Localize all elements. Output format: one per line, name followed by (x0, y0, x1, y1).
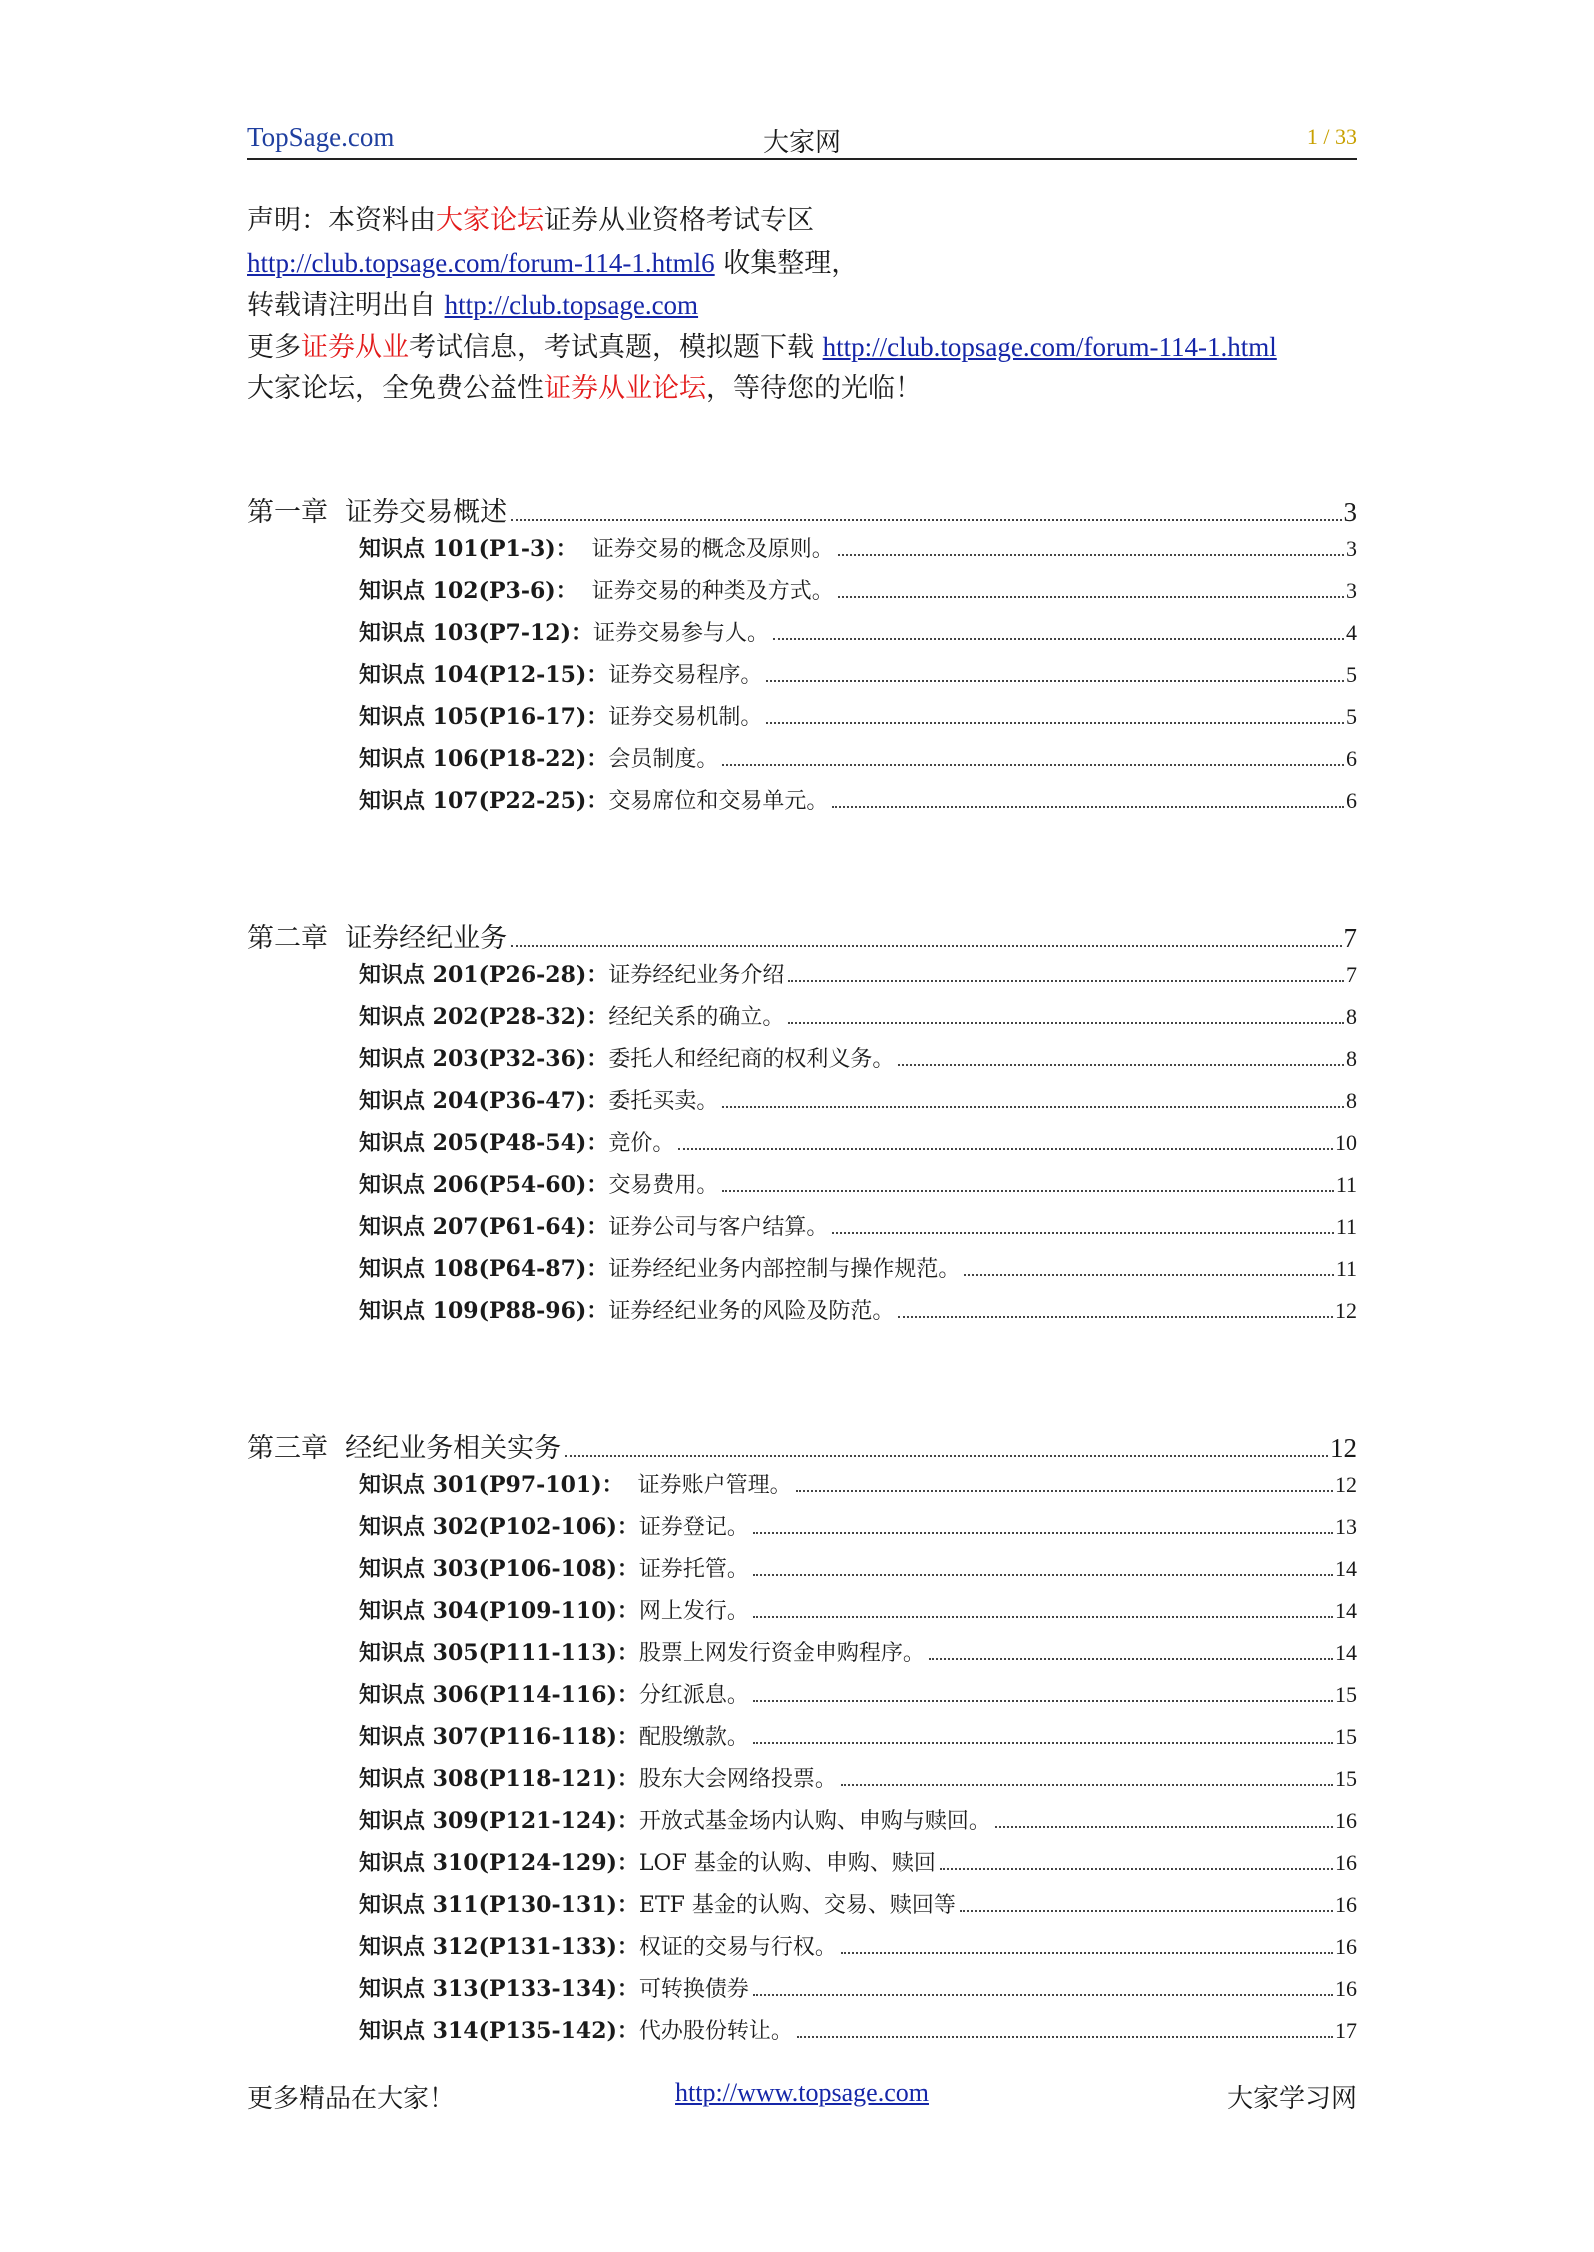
toc-item-title: ETF 基金的认购、交易、赎回等 (638, 1893, 956, 1918)
chapter-page: 7 (1343, 923, 1357, 953)
toc-item-page: 11 (1335, 1214, 1357, 1239)
toc-items (247, 1468, 1357, 2056)
toc-item-page: 6 (1346, 746, 1357, 771)
toc-item-knowledge-point: 知识点 204(P36-47)： (359, 1088, 609, 1114)
toc-item-knowledge-point: 知识点 301(P97-101)： (359, 1472, 624, 1498)
toc-item-title: 经纪关系的确立。 (608, 1005, 785, 1030)
toc-item-title: 证券登记。 (638, 1515, 749, 1540)
toc-item-title: 交易费用。 (608, 1173, 719, 1198)
toc-item-title: 证券交易参与人。 (593, 621, 770, 646)
toc-item[interactable] (359, 1678, 1357, 1720)
page-footer (247, 2078, 1357, 2118)
dot-leader (832, 806, 1344, 808)
dot-leader (753, 1616, 1333, 1618)
decl-highlight: 大家论坛 (436, 205, 544, 236)
toc-item-knowledge-point: 知识点 307(P116-118)： (359, 1724, 639, 1750)
toc-item-page: 12 (1335, 1298, 1357, 1323)
toc-chapter-1 (247, 490, 1357, 826)
toc-item-knowledge-point: 知识点 201(P26-28)： (359, 962, 609, 988)
toc-item[interactable] (359, 784, 1357, 826)
toc-item[interactable] (359, 1042, 1357, 1084)
toc-item-page: 11 (1335, 1172, 1357, 1197)
toc-item-title: 网上发行。 (638, 1599, 749, 1624)
dot-leader (753, 1994, 1333, 1996)
dot-leader (753, 1532, 1333, 1534)
decl-highlight: 证券从业论坛 (544, 373, 706, 404)
decl-text: 收集整理， (714, 248, 859, 279)
toc-items (247, 958, 1357, 1336)
dot-leader (753, 1742, 1333, 1744)
decl-text: 更多 (247, 332, 301, 363)
toc-item-page: 8 (1346, 1046, 1357, 1071)
toc-item-title: 可转换债券 (638, 1977, 749, 2002)
dot-leader (722, 1106, 1344, 1108)
toc-item[interactable] (359, 574, 1357, 616)
page-header (247, 118, 1357, 158)
toc-item[interactable] (359, 1888, 1357, 1930)
toc-item-page: 5 (1346, 704, 1357, 729)
dot-leader (511, 945, 1341, 947)
chapter-page: 3 (1343, 497, 1357, 527)
dot-leader (722, 764, 1344, 766)
decl-text: ，等待您的光临！ (706, 373, 922, 404)
dot-leader (960, 1910, 1333, 1912)
toc-item-knowledge-point: 知识点 302(P102-106)： (359, 1514, 639, 1540)
dot-leader (766, 722, 1344, 724)
toc-item-page: 12 (1335, 1472, 1357, 1497)
toc-item-page: 11 (1335, 1256, 1357, 1281)
toc-item-knowledge-point: 知识点 205(P48-54)： (359, 1130, 609, 1156)
dot-leader (929, 1658, 1333, 1660)
toc-item-knowledge-point: 知识点 206(P54-60)： (359, 1172, 609, 1198)
dot-leader (565, 1455, 1328, 1457)
toc-item[interactable] (359, 1126, 1357, 1168)
toc-item-knowledge-point: 知识点 309(P121-124)： (359, 1808, 639, 1834)
page-separator: / (1317, 124, 1335, 149)
dot-leader (511, 519, 1341, 521)
toc-item-knowledge-point: 知识点 207(P61-64)： (359, 1214, 609, 1240)
toc-item[interactable] (359, 616, 1357, 658)
toc-item[interactable] (359, 1930, 1357, 1972)
dot-leader (753, 1700, 1333, 1702)
dot-leader (788, 980, 1344, 982)
toc-item-page: 16 (1335, 1976, 1357, 2001)
header-page-number (1307, 124, 1357, 150)
toc-item-knowledge-point: 知识点 310(P124-129)： (359, 1850, 639, 1876)
toc-item-title: 委托人和经纪商的权利义务。 (608, 1047, 895, 1072)
toc-item-title: 代办股份转让。 (638, 2019, 793, 2044)
toc-chapter-heading[interactable] (247, 490, 1357, 532)
toc-item-page: 13 (1335, 1514, 1357, 1539)
toc-item-page: 15 (1335, 1682, 1357, 1707)
dot-leader (940, 1868, 1333, 1870)
toc-item[interactable] (359, 700, 1357, 742)
decl-text: 证券从业资格考试专区 (544, 205, 814, 236)
toc-item-title: 证券经纪业务内部控制与操作规范。 (608, 1257, 961, 1282)
dot-leader (964, 1274, 1333, 1276)
toc-item-page: 16 (1335, 1892, 1357, 1917)
toc-item[interactable] (359, 1252, 1357, 1294)
toc-item-page: 14 (1335, 1640, 1357, 1665)
toc-item[interactable] (359, 1804, 1357, 1846)
decl-text: 声明：本资料由 (247, 205, 436, 236)
declaration-line-1 (247, 200, 1357, 242)
dot-leader (796, 1490, 1333, 1492)
dot-leader (841, 1952, 1333, 1954)
toc-item[interactable] (359, 1720, 1357, 1762)
toc-item-knowledge-point: 知识点 106(P18-22)： (359, 746, 609, 772)
toc-item[interactable] (359, 1294, 1357, 1336)
toc-item-knowledge-point: 知识点 202(P28-32)： (359, 1004, 609, 1030)
toc-item-knowledge-point: 知识点 303(P106-108)： (359, 1556, 639, 1582)
page-current: 1 (1306, 124, 1318, 149)
chapter-page: 12 (1330, 1433, 1357, 1463)
toc-item[interactable] (359, 658, 1357, 700)
chapter-title: 第一章 证券交易概述 (247, 497, 508, 528)
footer-right-text: 大家学习网 (1226, 2084, 1357, 2114)
dot-leader (838, 596, 1344, 598)
dot-leader (898, 1064, 1344, 1066)
toc-item-title: 证券经纪业务的风险及防范。 (608, 1299, 895, 1324)
toc-item[interactable] (359, 1168, 1357, 1210)
toc-item-knowledge-point: 知识点 101(P1-3)： (359, 536, 578, 562)
toc-item-title: 交易席位和交易单元。 (608, 789, 829, 814)
toc-chapter-heading[interactable] (247, 916, 1357, 958)
toc-item-knowledge-point: 知识点 103(P7-12)： (359, 620, 593, 646)
toc-item-knowledge-point: 知识点 311(P130-131)： (359, 1892, 639, 1918)
toc-item-knowledge-point: 知识点 308(P118-121)： (359, 1766, 639, 1792)
toc-item-title: 开放式基金场内认购、申购与赎回。 (638, 1809, 991, 1834)
toc-item[interactable] (359, 1210, 1357, 1252)
chapter-title: 第三章 经纪业务相关实务 (247, 1433, 562, 1464)
toc-item-page: 15 (1335, 1766, 1357, 1791)
toc-item-title: 股东大会网络投票。 (638, 1767, 837, 1792)
toc-item-title: 证券交易的概念及原则。 (577, 537, 834, 562)
toc-item-page: 3 (1346, 536, 1357, 561)
toc-item-page: 16 (1335, 1808, 1357, 1833)
toc-item[interactable] (359, 532, 1357, 574)
toc-chapter-heading[interactable] (247, 1426, 1357, 1468)
decl-highlight: 证券从业 (301, 332, 409, 363)
toc-item-page: 3 (1346, 578, 1357, 603)
toc-item-knowledge-point: 知识点 104(P12-15)： (359, 662, 609, 688)
toc-item-title: 证券交易机制。 (608, 705, 763, 730)
toc-item-page: 7 (1346, 962, 1357, 987)
decl-text: 大家论坛，全免费公益性 (247, 373, 544, 404)
forum-link[interactable]: http://club.topsage.com/forum-114-1.html6 (247, 248, 715, 278)
toc-item[interactable] (359, 958, 1357, 1000)
toc-item-title: 权证的交易与行权。 (638, 1935, 837, 1960)
toc-item-page: 10 (1335, 1130, 1357, 1155)
toc-item-page: 17 (1335, 2018, 1357, 2043)
toc-item-title: 证券交易程序。 (608, 663, 763, 688)
toc-item-page: 14 (1335, 1598, 1357, 1623)
toc-item-title: 竞价。 (608, 1131, 675, 1156)
toc-item-knowledge-point: 知识点 304(P109-110)： (359, 1598, 639, 1624)
toc-item[interactable] (359, 1510, 1357, 1552)
dot-leader (995, 1826, 1333, 1828)
dot-leader (797, 2036, 1333, 2038)
toc-item-knowledge-point: 知识点 107(P22-25)： (359, 788, 609, 814)
toc-item-title: 股票上网发行资金申购程序。 (638, 1641, 925, 1666)
dot-leader (832, 1232, 1333, 1234)
toc-item-knowledge-point: 知识点 306(P114-116)： (359, 1682, 639, 1708)
toc-item-title: 配股缴款。 (638, 1725, 749, 1750)
dot-leader (838, 554, 1344, 556)
toc-item-knowledge-point: 知识点 108(P64-87)： (359, 1256, 609, 1282)
declaration-line-4 (247, 326, 1357, 368)
toc-item-page: 16 (1335, 1850, 1357, 1875)
toc-item-title: 会员制度。 (608, 747, 719, 772)
dot-leader (788, 1022, 1344, 1024)
toc-item-title: LOF 基金的认购、申购、赎回 (638, 1851, 936, 1876)
toc-chapter-2 (247, 916, 1357, 1336)
toc-item[interactable] (359, 1552, 1357, 1594)
dot-leader (898, 1316, 1333, 1318)
toc-item-page: 15 (1335, 1724, 1357, 1749)
dot-leader (841, 1784, 1333, 1786)
club-link[interactable]: http://club.topsage.com (444, 290, 699, 320)
toc-item[interactable] (359, 1972, 1357, 2014)
toc-item-page: 14 (1335, 1556, 1357, 1581)
toc-item-title: 分红派息。 (638, 1683, 749, 1708)
dot-leader (678, 1148, 1333, 1150)
footer-left-text: 更多精品在大家！ (247, 2084, 456, 2114)
dot-leader (722, 1190, 1333, 1192)
declaration-block (247, 200, 1357, 410)
dot-leader (766, 680, 1344, 682)
toc-item-knowledge-point: 知识点 105(P16-17)： (359, 704, 609, 730)
header-rule (247, 158, 1357, 160)
toc-item-knowledge-point: 知识点 312(P131-133)： (359, 1934, 639, 1960)
header-title: 大家网 (762, 128, 841, 158)
toc-items (247, 532, 1357, 826)
toc-item[interactable] (359, 1000, 1357, 1042)
toc-item-knowledge-point: 知识点 109(P88-96)： (359, 1298, 609, 1324)
toc-item-knowledge-point: 知识点 305(P111-113)： (359, 1640, 639, 1666)
header-site-name: TopSage.com (247, 122, 395, 152)
toc-item-title: 委托买卖。 (608, 1089, 719, 1114)
chapter-title: 第二章 证券经纪业务 (247, 923, 508, 954)
toc-item-page: 6 (1346, 788, 1357, 813)
dot-leader (773, 638, 1344, 640)
toc-item-page: 5 (1346, 662, 1357, 687)
toc-item-title: 证券公司与客户结算。 (608, 1215, 829, 1240)
toc-item-page: 8 (1346, 1004, 1357, 1029)
toc-item-knowledge-point: 知识点 314(P135-142)： (359, 2018, 639, 2044)
toc-item-page: 8 (1346, 1088, 1357, 1113)
toc-item-page: 16 (1335, 1934, 1357, 1959)
toc-item[interactable] (359, 1594, 1357, 1636)
download-link[interactable]: http://club.topsage.com/forum-114-1.html (822, 332, 1277, 362)
toc-item-knowledge-point: 知识点 102(P3-6)： (359, 578, 578, 604)
footer-link[interactable]: http://www.topsage.com (675, 2078, 929, 2107)
toc-item-knowledge-point: 知识点 313(P133-134)： (359, 1976, 639, 2002)
dot-leader (753, 1574, 1333, 1576)
page-total: 33 (1335, 124, 1357, 149)
toc-item[interactable] (359, 742, 1357, 784)
toc-item[interactable] (359, 2014, 1357, 2056)
toc-item-page: 4 (1346, 620, 1357, 645)
toc-item[interactable] (359, 1762, 1357, 1804)
toc-item[interactable] (359, 1636, 1357, 1678)
declaration-line-2 (247, 242, 1357, 284)
toc-item-knowledge-point: 知识点 203(P32-36)： (359, 1046, 609, 1072)
toc-item-title: 证券交易的种类及方式。 (577, 579, 834, 604)
toc-item[interactable] (359, 1084, 1357, 1126)
decl-text: 转载请注明出自 (247, 290, 445, 321)
toc-chapter-3 (247, 1426, 1357, 2056)
decl-text: 考试信息，考试真题，模拟题下载 (409, 332, 823, 363)
declaration-line-3 (247, 284, 1357, 326)
toc-item-title: 证券经纪业务介绍 (608, 963, 785, 988)
toc-item-title: 证券托管。 (638, 1557, 749, 1582)
declaration-line-5 (247, 368, 1357, 410)
toc-item[interactable] (359, 1846, 1357, 1888)
toc-item[interactable] (359, 1468, 1357, 1510)
toc-item-title: 证券账户管理。 (623, 1473, 792, 1498)
